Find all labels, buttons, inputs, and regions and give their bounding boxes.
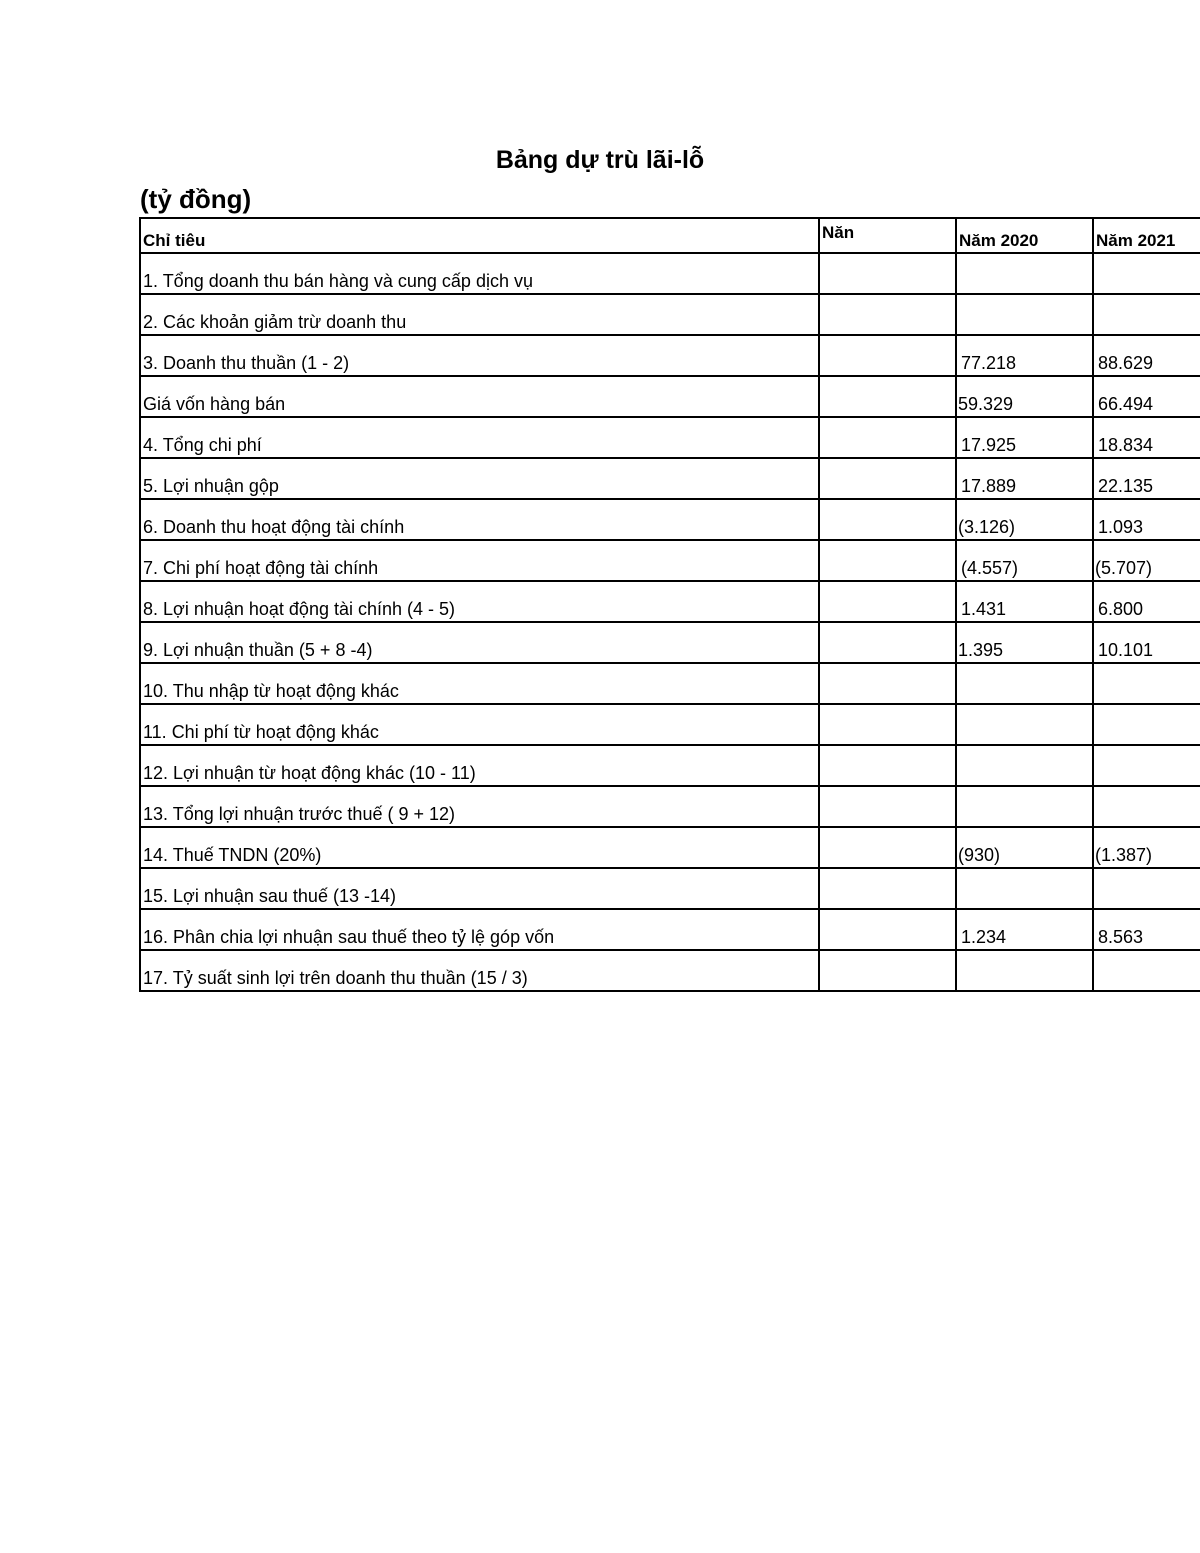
cell-year bbox=[819, 745, 956, 786]
row-label: 16. Phân chia lợi nhuận sau thuế theo tỷ lệ góp vốn bbox=[140, 909, 819, 950]
cell-2020: 59.329 bbox=[956, 376, 1093, 417]
cell-year bbox=[819, 909, 956, 950]
row-label: 9. Lợi nhuận thuần (5 + 8 -4) bbox=[140, 622, 819, 663]
cell-2020 bbox=[956, 294, 1093, 335]
header-indicator: Chỉ tiêu bbox=[140, 218, 819, 253]
row-label: 3. Doanh thu thuần (1 - 2) bbox=[140, 335, 819, 376]
table-row bbox=[140, 950, 1200, 991]
cell-2021: (5.707) bbox=[1093, 540, 1200, 581]
cell-2020: 77.218 bbox=[956, 335, 1093, 376]
row-label: Giá vốn hàng bán bbox=[140, 376, 819, 417]
cell-2021 bbox=[1093, 663, 1200, 704]
row-label: 11. Chi phí từ hoạt động khác bbox=[140, 704, 819, 745]
cell-2020: (3.126) bbox=[956, 499, 1093, 540]
cell-2021: 6.800 bbox=[1093, 581, 1200, 622]
table-row bbox=[140, 909, 1200, 950]
cell-year bbox=[819, 786, 956, 827]
cell-2021 bbox=[1093, 786, 1200, 827]
header-year-2020: Năm 2020 bbox=[956, 218, 1093, 253]
row-label: 10. Thu nhập từ hoạt động khác bbox=[140, 663, 819, 704]
row-label: 4. Tổng chi phí bbox=[140, 417, 819, 458]
row-label: 14. Thuế TNDN (20%) bbox=[140, 827, 819, 868]
header-year-2021: Năm 2021 bbox=[1093, 218, 1200, 253]
cell-2020: 17.889 bbox=[956, 458, 1093, 499]
cell-2021: 18.834 bbox=[1093, 417, 1200, 458]
cell-2021 bbox=[1093, 704, 1200, 745]
cell-2020 bbox=[956, 663, 1093, 704]
cell-2020: (4.557) bbox=[956, 540, 1093, 581]
cell-2021: 66.494 bbox=[1093, 376, 1200, 417]
table-row bbox=[140, 458, 1200, 499]
cell-2020 bbox=[956, 745, 1093, 786]
cell-year bbox=[819, 622, 956, 663]
table-row bbox=[140, 827, 1200, 868]
cell-2020: (930) bbox=[956, 827, 1093, 868]
row-label: 8. Lợi nhuận hoạt động tài chính (4 - 5) bbox=[140, 581, 819, 622]
cell-2021 bbox=[1093, 253, 1200, 294]
cell-year bbox=[819, 499, 956, 540]
cell-year bbox=[819, 376, 956, 417]
cell-2021 bbox=[1093, 294, 1200, 335]
table-row bbox=[140, 294, 1200, 335]
cell-year bbox=[819, 868, 956, 909]
cell-2021 bbox=[1093, 868, 1200, 909]
cell-year bbox=[819, 950, 956, 991]
cell-2021: (1.387) bbox=[1093, 827, 1200, 868]
cell-2021 bbox=[1093, 950, 1200, 991]
header-row bbox=[140, 218, 1200, 253]
cell-year bbox=[819, 458, 956, 499]
profit-loss-table bbox=[139, 217, 1200, 992]
cell-year bbox=[819, 663, 956, 704]
cell-year bbox=[819, 253, 956, 294]
cell-year bbox=[819, 540, 956, 581]
cell-year bbox=[819, 294, 956, 335]
cell-2020 bbox=[956, 950, 1093, 991]
row-label: 17. Tỷ suất sinh lợi trên doanh thu thuần (15 / 3) bbox=[140, 950, 819, 991]
cell-2020 bbox=[956, 704, 1093, 745]
cell-2020 bbox=[956, 253, 1093, 294]
table-row bbox=[140, 417, 1200, 458]
table-body bbox=[140, 253, 1200, 991]
row-label: 13. Tổng lợi nhuận trước thuế ( 9 + 12) bbox=[140, 786, 819, 827]
cell-year bbox=[819, 335, 956, 376]
table-row bbox=[140, 335, 1200, 376]
row-label: 5. Lợi nhuận gộp bbox=[140, 458, 819, 499]
table-row bbox=[140, 540, 1200, 581]
cell-2020 bbox=[956, 786, 1093, 827]
cell-year bbox=[819, 581, 956, 622]
row-label: 7. Chi phí hoạt động tài chính bbox=[140, 540, 819, 581]
cell-2021: 88.629 bbox=[1093, 335, 1200, 376]
table-row bbox=[140, 376, 1200, 417]
cell-2020: 1.395 bbox=[956, 622, 1093, 663]
cell-2021: 8.563 bbox=[1093, 909, 1200, 950]
unit-label: (tỷ đồng) bbox=[140, 184, 252, 214]
document-title: Bảng dự trù lãi-lỗ bbox=[495, 146, 705, 174]
cell-2020 bbox=[956, 868, 1093, 909]
table-row bbox=[140, 745, 1200, 786]
cell-year bbox=[819, 417, 956, 458]
row-label: 12. Lợi nhuận từ hoạt động khác (10 - 11) bbox=[140, 745, 819, 786]
table-row bbox=[140, 786, 1200, 827]
cell-year bbox=[819, 704, 956, 745]
cell-2020: 1.234 bbox=[956, 909, 1093, 950]
table-row bbox=[140, 581, 1200, 622]
row-label: 15. Lợi nhuận sau thuế (13 -14) bbox=[140, 868, 819, 909]
table-row bbox=[140, 499, 1200, 540]
table-row bbox=[140, 253, 1200, 294]
table-row bbox=[140, 622, 1200, 663]
cell-2021: 22.135 bbox=[1093, 458, 1200, 499]
cell-2021 bbox=[1093, 745, 1200, 786]
table-row bbox=[140, 868, 1200, 909]
cell-2021: 10.101 bbox=[1093, 622, 1200, 663]
row-label: 2. Các khoản giảm trừ doanh thu bbox=[140, 294, 819, 335]
header-year: Năn bbox=[819, 218, 956, 253]
cell-2021: 1.093 bbox=[1093, 499, 1200, 540]
cell-2020: 17.925 bbox=[956, 417, 1093, 458]
table-row bbox=[140, 663, 1200, 704]
cell-year bbox=[819, 827, 956, 868]
row-label: 1. Tổng doanh thu bán hàng và cung cấp dịch vụ bbox=[140, 253, 819, 294]
row-label: 6. Doanh thu hoạt động tài chính bbox=[140, 499, 819, 540]
table-row bbox=[140, 704, 1200, 745]
cell-2020: 1.431 bbox=[956, 581, 1093, 622]
